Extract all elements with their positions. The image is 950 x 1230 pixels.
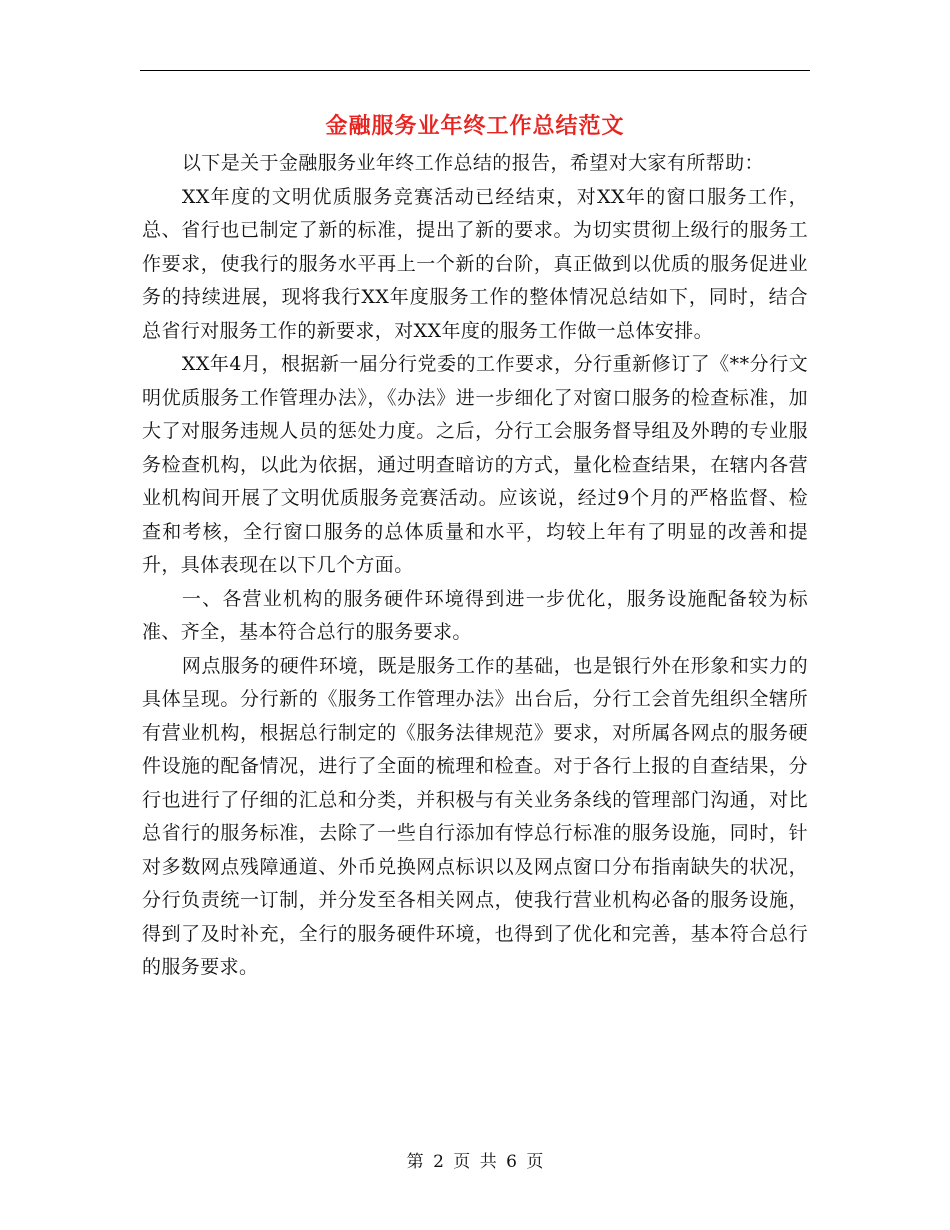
paragraph-hardware-environment: 网点服务的硬件环境，既是服务工作的基础，也是银行外在形象和实力的具体呈现。分行新的《服务工作管理办法》出台后，分行工会首先组织全辖所有营业机构，根据总行制定的《服务法律规范》要求，对所属各网点的服务硬件设施的配备情况，进行了全面的梳理和检查。对于各行上报的自查结果，分行也进行了仔细的汇总和分类，并积极与有关业务条线的管理部门沟通，对比总省行的服务标准，去除了一些自行添加有悖总行标准的服务设施，同时，针对多数网点残障通道、外币兑换网点标识以及网点窗口分布指南缺失的状况，分行负责统一订制，并分发至各相关网点，使我行营业机构必备的服务设施，得到了及时补充，全行的服务硬件环境，也得到了优化和完善，基本符合总行的服务要求。 [142,654,808,978]
document-title: 金融服务业年终工作总结范文 [325,113,625,139]
paragraph-overview: XX年度的文明优质服务竞赛活动已经结束，对XX年的窗口服务工作，总、省行也已制定了新的标准，提出了新的要求。为切实贯彻上级行的服务工作要求，使我行的服务水平再上一个新的台阶，真正做到以优质的服务促进业务的持续进展，现将我行XX年度服务工作的整体情况总结如下，同时，结合总省行对服务工作的新要求，对XX年度的服务工作做一总体安排。 [142,185,808,342]
paragraph-section-one-heading: 一、各营业机构的服务硬件环境得到进一步优化，服务设施配备较为标准、齐全，基本符合总行的服务要求。 [142,587,808,643]
paragraph-intro: 以下是关于金融服务业年终工作总结的报告，希望对大家有所帮助： [181,152,764,174]
header-rule [140,70,810,71]
paragraph-april-revision: XX年4月，根据新一届分行党委的工作要求，分行重新修订了《**分行文明优质服务工作管理办法》，《办法》进一步细化了对窗口服务的检查标准，加大了对服务违规人员的惩处力度。之后，分行工会服务督导组及外聘的专业服务检查机构，以此为依据，通过明查暗访的方式，量化检查结果，在辖内各营业机构间开展了文明优质服务竞赛活动。应该说，经过9个月的严格监督、检查和考核，全行窗口服务的总体质量和水平，均较上年有了明显的改善和提升，具体表现在以下几个方面。 [142,353,808,576]
page-number-footer: 第 2 页 共 6 页 [406,1152,544,1172]
document-body [142,147,808,985]
